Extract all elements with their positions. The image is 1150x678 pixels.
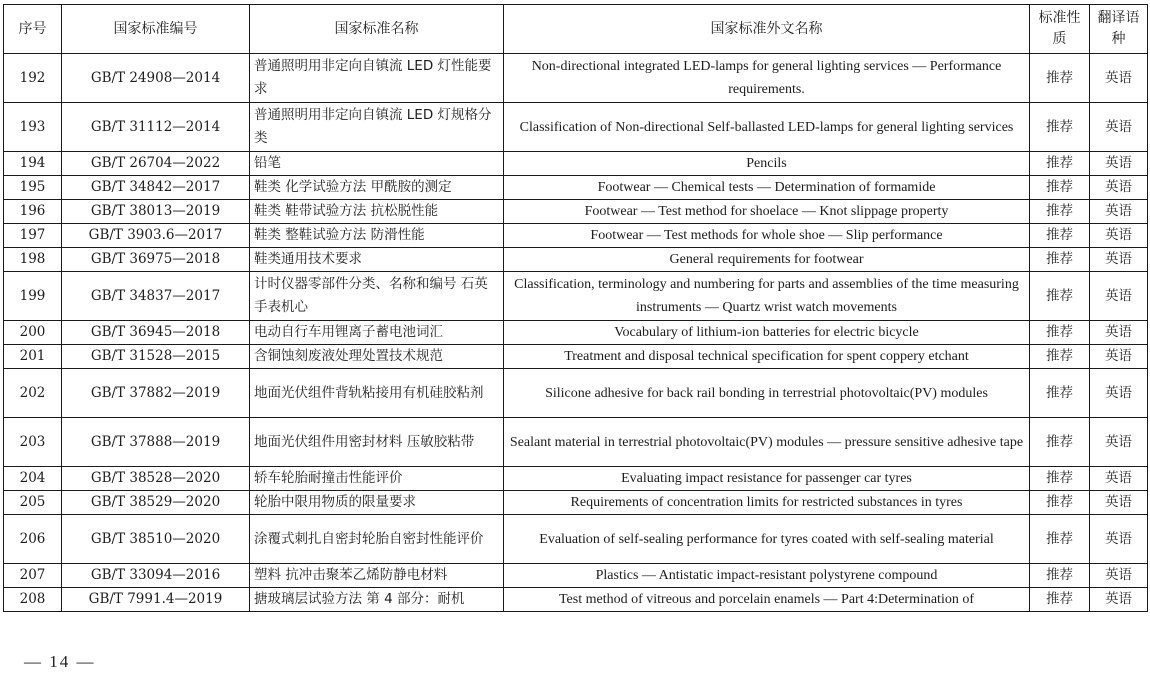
row-nature: 推荐 bbox=[1030, 152, 1090, 176]
row-code: GB/T 38528—2020 bbox=[62, 467, 250, 491]
row-code: GB/T 38510—2020 bbox=[62, 515, 250, 564]
row-name: 含铜蚀刻废液处理处置技术规范 bbox=[250, 345, 504, 369]
row-language: 英语 bbox=[1090, 515, 1148, 564]
table-row bbox=[4, 515, 1148, 564]
row-nature: 推荐 bbox=[1030, 345, 1090, 369]
row-language: 英语 bbox=[1090, 248, 1148, 272]
row-code: GB/T 37888—2019 bbox=[62, 418, 250, 467]
row-name: 搪玻璃层试验方法 第 4 部分：耐机 bbox=[250, 588, 504, 612]
row-code: GB/T 24908—2014 bbox=[62, 54, 250, 103]
row-code: GB/T 33094—2016 bbox=[62, 564, 250, 588]
row-seq: 193 bbox=[4, 103, 62, 152]
row-name: 电动自行车用锂离子蓄电池词汇 bbox=[250, 321, 504, 345]
row-nature: 推荐 bbox=[1030, 200, 1090, 224]
row-nature: 推荐 bbox=[1030, 515, 1090, 564]
row-nature: 推荐 bbox=[1030, 224, 1090, 248]
header-foreign-name: 国家标准外文名称 bbox=[504, 5, 1030, 54]
row-code: GB/T 37882—2019 bbox=[62, 369, 250, 418]
row-code: GB/T 31112—2014 bbox=[62, 103, 250, 152]
row-foreign-name: Evaluating impact resistance for passenger car tyres bbox=[504, 467, 1030, 491]
row-seq: 195 bbox=[4, 176, 62, 200]
header-seq: 序号 bbox=[4, 5, 62, 54]
header-code: 国家标准编号 bbox=[62, 5, 250, 54]
table-row bbox=[4, 588, 1148, 612]
row-language: 英语 bbox=[1090, 54, 1148, 103]
row-name: 鞋类 整鞋试验方法 防滑性能 bbox=[250, 224, 504, 248]
row-nature: 推荐 bbox=[1030, 103, 1090, 152]
row-nature: 推荐 bbox=[1030, 564, 1090, 588]
row-name: 普通照明用非定向自镇流 LED 灯性能要求 bbox=[250, 54, 504, 103]
row-nature: 推荐 bbox=[1030, 491, 1090, 515]
row-seq: 207 bbox=[4, 564, 62, 588]
row-name: 鞋类通用技术要求 bbox=[250, 248, 504, 272]
row-nature: 推荐 bbox=[1030, 321, 1090, 345]
row-name: 鞋类 化学试验方法 甲酰胺的测定 bbox=[250, 176, 504, 200]
row-seq: 198 bbox=[4, 248, 62, 272]
table-row bbox=[4, 272, 1148, 321]
row-nature: 推荐 bbox=[1030, 369, 1090, 418]
row-code: GB/T 36945—2018 bbox=[62, 321, 250, 345]
row-name: 涂覆式刺扎自密封轮胎自密封性能评价 bbox=[250, 515, 504, 564]
row-name: 塑料 抗冲击聚苯乙烯防静电材料 bbox=[250, 564, 504, 588]
row-nature: 推荐 bbox=[1030, 588, 1090, 612]
row-code: GB/T 26704—2022 bbox=[62, 152, 250, 176]
row-foreign-name: Requirements of concentration limits for restricted substances in tyres bbox=[504, 491, 1030, 515]
table-row bbox=[4, 248, 1148, 272]
row-language: 英语 bbox=[1090, 564, 1148, 588]
row-language: 英语 bbox=[1090, 176, 1148, 200]
row-foreign-name: Classification, terminology and numbering for parts and assemblies of the time measuring instruments — Quartz wrist watch movements bbox=[504, 272, 1030, 321]
row-seq: 197 bbox=[4, 224, 62, 248]
row-name: 普通照明用非定向自镇流 LED 灯规格分类 bbox=[250, 103, 504, 152]
row-code: GB/T 34842—2017 bbox=[62, 176, 250, 200]
row-nature: 推荐 bbox=[1030, 176, 1090, 200]
standards-table bbox=[3, 4, 1148, 612]
row-language: 英语 bbox=[1090, 418, 1148, 467]
table-row bbox=[4, 369, 1148, 418]
row-language: 英语 bbox=[1090, 152, 1148, 176]
row-seq: 192 bbox=[4, 54, 62, 103]
row-seq: 206 bbox=[4, 515, 62, 564]
row-name: 铅笔 bbox=[250, 152, 504, 176]
row-language: 英语 bbox=[1090, 345, 1148, 369]
row-language: 英语 bbox=[1090, 467, 1148, 491]
row-code: GB/T 31528—2015 bbox=[62, 345, 250, 369]
table-row bbox=[4, 103, 1148, 152]
row-foreign-name: Treatment and disposal technical specification for spent coppery etchant bbox=[504, 345, 1030, 369]
table-row bbox=[4, 224, 1148, 248]
row-language: 英语 bbox=[1090, 200, 1148, 224]
row-name: 地面光伏组件背轨粘接用有机硅胶粘剂 bbox=[250, 369, 504, 418]
row-foreign-name: Sealant material in terrestrial photovoltaic(PV) modules — pressure sensitive adhesive tape bbox=[504, 418, 1030, 467]
row-seq: 205 bbox=[4, 491, 62, 515]
row-language: 英语 bbox=[1090, 491, 1148, 515]
row-nature: 推荐 bbox=[1030, 272, 1090, 321]
table-row bbox=[4, 200, 1148, 224]
table-row bbox=[4, 467, 1148, 491]
row-seq: 208 bbox=[4, 588, 62, 612]
row-language: 英语 bbox=[1090, 103, 1148, 152]
header-name: 国家标准名称 bbox=[250, 5, 504, 54]
row-foreign-name: Classification of Non-directional Self-ballasted LED-lamps for general lighting services bbox=[504, 103, 1030, 152]
table-row bbox=[4, 491, 1148, 515]
table-row bbox=[4, 176, 1148, 200]
table-row bbox=[4, 54, 1148, 103]
row-code: GB/T 7991.4—2019 bbox=[62, 588, 250, 612]
row-foreign-name: Vocabulary of lithium-ion batteries for electric bicycle bbox=[504, 321, 1030, 345]
row-foreign-name: Silicone adhesive for back rail bonding in terrestrial photovoltaic(PV) modules bbox=[504, 369, 1030, 418]
row-seq: 194 bbox=[4, 152, 62, 176]
row-nature: 推荐 bbox=[1030, 54, 1090, 103]
row-seq: 201 bbox=[4, 345, 62, 369]
table-row bbox=[4, 418, 1148, 467]
row-foreign-name: General requirements for footwear bbox=[504, 248, 1030, 272]
row-foreign-name: Pencils bbox=[504, 152, 1030, 176]
row-language: 英语 bbox=[1090, 272, 1148, 321]
row-nature: 推荐 bbox=[1030, 467, 1090, 491]
row-nature: 推荐 bbox=[1030, 248, 1090, 272]
row-seq: 202 bbox=[4, 369, 62, 418]
row-nature: 推荐 bbox=[1030, 418, 1090, 467]
row-foreign-name: Plastics — Antistatic impact-resistant polystyrene compound bbox=[504, 564, 1030, 588]
table-row bbox=[4, 152, 1148, 176]
row-name: 地面光伏组件用密封材料 压敏胶粘带 bbox=[250, 418, 504, 467]
row-name: 计时仪器零部件分类、名称和编号 石英手表机心 bbox=[250, 272, 504, 321]
row-language: 英语 bbox=[1090, 588, 1148, 612]
header-nature: 标准性质 bbox=[1030, 5, 1090, 54]
row-foreign-name: Footwear — Test method for shoelace — Knot slippage property bbox=[504, 200, 1030, 224]
row-seq: 199 bbox=[4, 272, 62, 321]
table-header-row bbox=[4, 5, 1148, 54]
row-language: 英语 bbox=[1090, 321, 1148, 345]
row-foreign-name: Evaluation of self-sealing performance for tyres coated with self-sealing material bbox=[504, 515, 1030, 564]
row-foreign-name: Non-directional integrated LED-lamps for general lighting services — Performance requirements. bbox=[504, 54, 1030, 103]
row-language: 英语 bbox=[1090, 369, 1148, 418]
row-seq: 203 bbox=[4, 418, 62, 467]
row-code: GB/T 38013—2019 bbox=[62, 200, 250, 224]
row-name: 轿车轮胎耐撞击性能评价 bbox=[250, 467, 504, 491]
row-name: 鞋类 鞋带试验方法 抗松脱性能 bbox=[250, 200, 504, 224]
header-language: 翻译语种 bbox=[1090, 5, 1148, 54]
row-name: 轮胎中限用物质的限量要求 bbox=[250, 491, 504, 515]
table-row bbox=[4, 321, 1148, 345]
row-seq: 204 bbox=[4, 467, 62, 491]
row-code: GB/T 34837—2017 bbox=[62, 272, 250, 321]
row-foreign-name: Footwear — Test methods for whole shoe — Slip performance bbox=[504, 224, 1030, 248]
row-code: GB/T 3903.6—2017 bbox=[62, 224, 250, 248]
row-foreign-name: Footwear — Chemical tests — Determination of formamide bbox=[504, 176, 1030, 200]
row-code: GB/T 38529—2020 bbox=[62, 491, 250, 515]
row-seq: 200 bbox=[4, 321, 62, 345]
table-row bbox=[4, 345, 1148, 369]
row-seq: 196 bbox=[4, 200, 62, 224]
page-number: — 14 — bbox=[24, 652, 96, 671]
row-code: GB/T 36975—2018 bbox=[62, 248, 250, 272]
row-language: 英语 bbox=[1090, 224, 1148, 248]
table-row bbox=[4, 564, 1148, 588]
row-foreign-name: Test method of vitreous and porcelain enamels — Part 4:Determination of bbox=[504, 588, 1030, 612]
